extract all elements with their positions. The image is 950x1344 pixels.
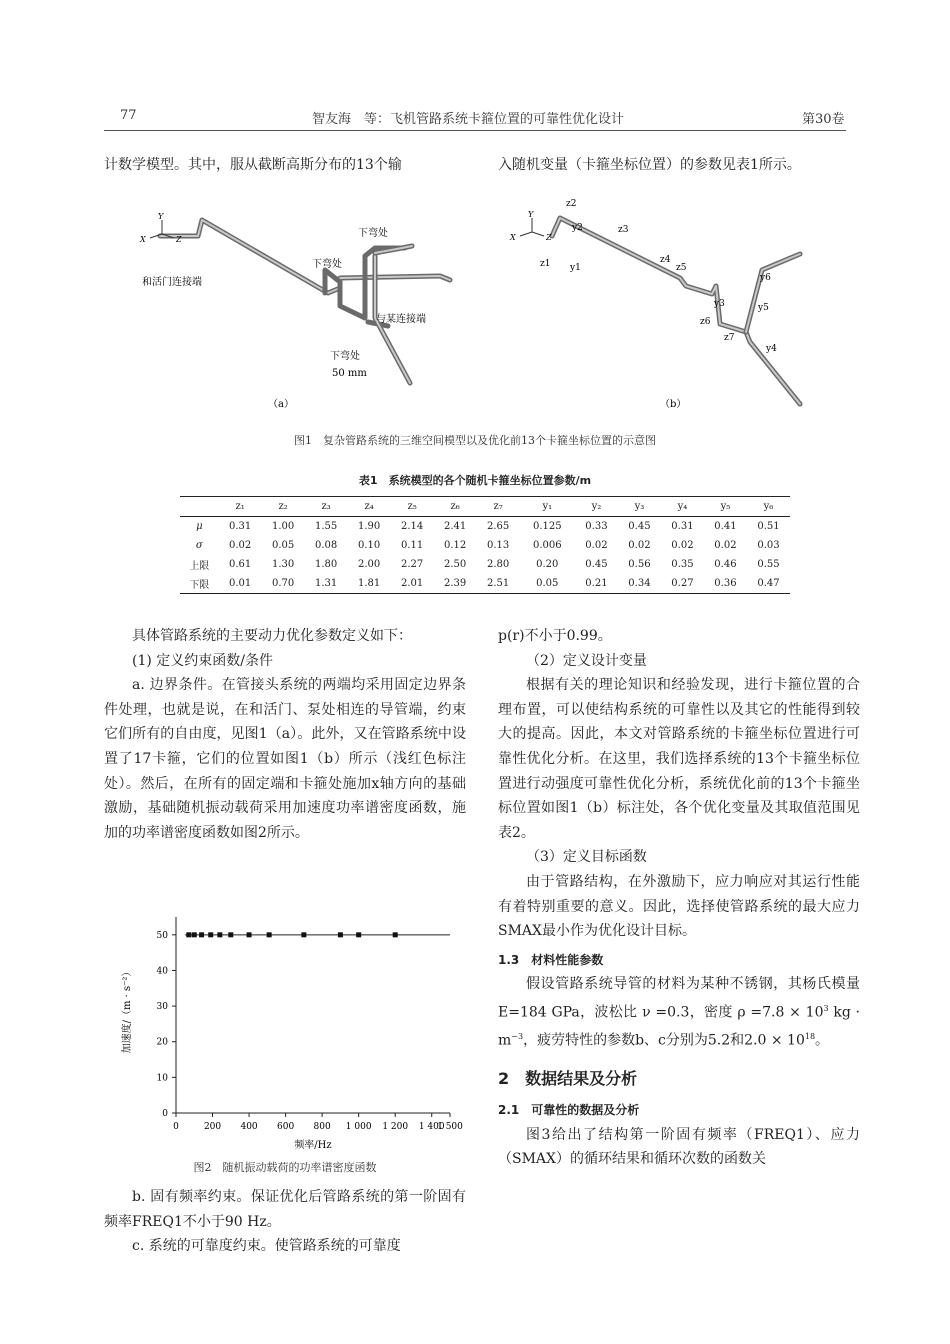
table-cell: 0.55 xyxy=(757,559,780,570)
table-cell: 0.35 xyxy=(671,559,694,570)
paragraph: 具体管路系统的主要动力优化参数定义如下： xyxy=(132,628,412,644)
data-point xyxy=(267,932,272,937)
paragraph: p(r)不小于0.99。 xyxy=(498,628,612,644)
table-cell: 0.70 xyxy=(271,578,295,589)
table-cell: 1.80 xyxy=(314,559,338,570)
table-cell: 0.05 xyxy=(271,540,295,551)
superscript: −3 xyxy=(511,1032,524,1042)
figure1a-label: （a） xyxy=(268,399,294,410)
table-cell: 0.02 xyxy=(228,540,252,551)
axis-y-a: Y xyxy=(158,212,164,221)
table-cell: 2.01 xyxy=(400,578,424,589)
table-header: z₅ xyxy=(407,501,417,512)
table-cell: 2.80 xyxy=(486,559,510,570)
data-point xyxy=(228,932,233,937)
data-point xyxy=(301,932,306,937)
clamp-z1: z1 xyxy=(540,259,551,269)
table-cell: 2.41 xyxy=(443,521,467,532)
table-cell: 0.51 xyxy=(757,521,780,532)
clamp-y5: y5 xyxy=(758,303,769,313)
x-tick-label: 800 xyxy=(313,1122,331,1132)
y-tick-label: 0 xyxy=(162,1109,168,1119)
paragraph: （3）定义目标函数 xyxy=(526,849,647,866)
table-cell: 0.125 xyxy=(532,521,562,532)
x-tick-label: 600 xyxy=(277,1122,295,1132)
left-column-bottom xyxy=(104,1185,466,1259)
table-cell: 0.27 xyxy=(671,578,694,589)
x-tick-label: 1 000 xyxy=(345,1122,372,1132)
superscript: 18 xyxy=(804,1032,816,1042)
table-cell: 0.08 xyxy=(314,540,338,551)
y-tick-label: 40 xyxy=(156,966,168,977)
superscript: 3 xyxy=(823,1003,829,1013)
table-cell: 0.03 xyxy=(757,540,780,551)
chart-xlabel: 频率/Hz xyxy=(294,1140,332,1151)
paragraph: 图3给出了结构第一阶固有频率（FREQ1）、应力（SMAX）的循环结果和循环次数的函数关 xyxy=(498,1126,860,1168)
chart-ylabel: 加速度/（m · s⁻²） xyxy=(122,966,133,1054)
table-header: y₆ xyxy=(763,501,774,512)
table-header xyxy=(180,497,219,517)
clamp-z6: z6 xyxy=(700,317,711,327)
axis-x-a: X xyxy=(140,235,146,244)
table-row xyxy=(180,555,790,574)
figure2-caption: 图2 随机振动载荷的功率谱密度函数 xyxy=(193,1161,377,1174)
table-header: y₃ xyxy=(634,501,645,512)
table-cell: 1.31 xyxy=(314,578,338,589)
clamp-z5: z5 xyxy=(676,263,687,273)
running-title: 智友海 等：飞机管路系统卡箍位置的可靠性优化设计 xyxy=(312,112,625,127)
table-cell: 0.02 xyxy=(628,540,651,551)
axis-z-a: Z xyxy=(176,235,182,244)
clamp-y2: y2 xyxy=(572,223,583,233)
data-point xyxy=(356,932,361,937)
table-cell: 0.47 xyxy=(757,578,780,589)
y-tick-label: 50 xyxy=(156,930,168,941)
chart-marks xyxy=(185,932,450,937)
y-tick-label: 20 xyxy=(156,1037,168,1048)
axis-z-b: Z xyxy=(546,233,552,242)
data-point xyxy=(217,932,222,937)
text-span: 假设管路系统导管的材料为某种不锈钢，其杨氏模量E=184 GPa，波松比 ν =0.3，密度 ρ =7.8 × 10 xyxy=(498,976,860,1021)
table-row xyxy=(180,574,790,594)
x-tick-label: 200 xyxy=(203,1122,222,1132)
paragraph: b. 固有频率约束。保证优化后管路系统的第一阶固有频率FREQ1不小于90 Hz。 xyxy=(104,1189,466,1230)
table-header: y₁ xyxy=(542,501,553,512)
axis-x-b: X xyxy=(510,233,516,242)
row-label: 上限 xyxy=(189,561,210,572)
section-2-heading: 2 数据结果及分析 xyxy=(498,1069,638,1089)
table-cell: 0.13 xyxy=(486,540,510,551)
pipe-model-a xyxy=(160,220,450,383)
table-header: y₄ xyxy=(677,501,688,512)
table-cell: 0.006 xyxy=(532,540,562,551)
table-cell: 0.12 xyxy=(443,540,467,551)
table-cell: 0.11 xyxy=(400,540,424,551)
figure1b xyxy=(500,196,820,413)
top-line-left: 计数学模型。其中，服从截断高斯分布的13个输 xyxy=(104,157,402,173)
table-cell: 2.51 xyxy=(486,578,510,589)
table-cell: 2.00 xyxy=(357,559,381,570)
paragraph-material xyxy=(498,972,860,1053)
left-column-top xyxy=(104,624,466,845)
paragraph: 根据有关的理论知识和经验发现，进行卡箍位置的合理布置，可以使结构系统的可靠性以及其它的性能得到较大的提高。因此，本文对管路系统的卡箍坐标位置进行可靠性优化分析。在这里，我们选择系统的13个卡箍坐标位置进行动强度可靠性优化分析，系统优化前的13个卡箍坐标位置如图1（b）标注处，各个优化变量及其取值范围见表2。 xyxy=(498,677,860,841)
table-cell: 0.02 xyxy=(585,540,608,551)
right-column xyxy=(498,624,860,1172)
annotation-bend-3: 下弯处 xyxy=(330,351,360,362)
paragraph: (1) 定义约束函数/条件 xyxy=(132,652,273,669)
table-cell: 0.46 xyxy=(714,559,737,570)
table-cell: 2.65 xyxy=(486,521,510,532)
data-point xyxy=(186,932,191,937)
axis-triad-b xyxy=(520,218,544,236)
annotation-bend-1: 下弯处 xyxy=(358,228,388,239)
table-cell: 0.45 xyxy=(628,521,651,532)
row-label: σ xyxy=(195,540,203,551)
x-tick-label: 400 xyxy=(240,1122,258,1132)
table-cell: 0.34 xyxy=(628,578,651,589)
table-cell: 0.31 xyxy=(671,521,694,532)
table-cell: 0.10 xyxy=(357,540,381,551)
header-rule xyxy=(104,130,846,131)
clamp-z3: z3 xyxy=(618,225,629,235)
volume-label: 第30卷 xyxy=(802,112,845,127)
data-point xyxy=(208,932,213,937)
table-header: z₂ xyxy=(278,501,288,512)
annotation-connect-end: 与某连接端 xyxy=(376,314,426,325)
table-cell: 1.90 xyxy=(357,521,381,532)
table-cell: 0.31 xyxy=(228,521,252,532)
clamp-y6: y6 xyxy=(760,273,771,283)
row-label: 下限 xyxy=(189,580,210,591)
page-number: 77 xyxy=(120,108,137,123)
table1-header-row xyxy=(180,497,790,517)
row-label: μ xyxy=(196,521,203,532)
table-cell: 0.56 xyxy=(628,559,651,570)
table-cell: 0.20 xyxy=(536,559,559,570)
table-cell: 0.05 xyxy=(536,578,559,589)
table-cell: 0.01 xyxy=(228,578,252,589)
x-tick-label: 1 400 xyxy=(418,1122,445,1132)
figure1b-label: （b） xyxy=(660,399,687,410)
y-tick-label: 30 xyxy=(156,1002,168,1013)
table-cell: 0.02 xyxy=(671,540,694,551)
clamp-z4: z4 xyxy=(660,255,671,265)
paragraph: c. 系统的可靠度约束。使管路系统的可靠度 xyxy=(132,1238,401,1255)
table-cell: 0.36 xyxy=(714,578,737,589)
table-cell: 2.14 xyxy=(400,521,424,532)
data-point xyxy=(247,932,252,937)
annotation-bend-2: 下弯处 xyxy=(312,259,342,270)
y-tick-label: 10 xyxy=(156,1073,168,1084)
table-cell: 0.21 xyxy=(585,578,608,589)
table-header: z₁ xyxy=(235,501,245,512)
chart-axes xyxy=(157,917,464,1132)
data-point xyxy=(393,932,398,937)
x-tick-label: 1 500 xyxy=(437,1122,463,1132)
table-cell: 0.45 xyxy=(585,559,608,570)
table-cell: 1.81 xyxy=(357,578,381,589)
table-cell: 0.02 xyxy=(714,540,737,551)
table-cell: 1.30 xyxy=(271,559,295,570)
paragraph: a. 边界条件。在管接头系统的两端均采用固定边界条件处理，也就是说，在和活门、泵处相连的导管端，约束它们所有的自由度，见图1（a）。此外，又在管路系统中设置了17卡箍，它们的位置如图1（b）所示（浅红色标注处）。然后，在所有的固定端和卡箍处施加x轴方向的基础激励，基础随机振动载荷采用加速度功率谱密度函数，施加的功率谱密度函数如图2所示。 xyxy=(104,677,466,841)
table1-title: 表1 系统模型的各个随机卡箍坐标位置参数/m xyxy=(358,474,592,487)
table-header: z₄ xyxy=(364,501,374,512)
annotation-valve-end: 和活门连接端 xyxy=(142,277,202,288)
table1 xyxy=(180,496,790,594)
figure1a xyxy=(130,198,460,413)
table-cell: 0.33 xyxy=(585,521,608,532)
section-1-3-heading: 1.3 材料性能参数 xyxy=(498,952,604,967)
table-cell: 2.39 xyxy=(443,578,467,589)
axis-y-b: Y xyxy=(528,210,534,219)
data-point xyxy=(199,932,204,937)
section-2-1-heading: 2.1 可靠性的数据及分析 xyxy=(498,1103,640,1117)
data-point xyxy=(192,932,197,937)
table-cell: 0.41 xyxy=(714,521,737,532)
text-span: 。 xyxy=(815,1032,830,1049)
table-cell: 2.27 xyxy=(400,559,424,570)
text-span: kg · m xyxy=(498,1004,861,1049)
paragraph: （2）定义设计变量 xyxy=(526,652,647,669)
table-cell: 0.61 xyxy=(228,559,252,570)
x-tick-label: 1 200 xyxy=(382,1122,409,1132)
top-line-right: 入随机变量（卡箍坐标位置）的参数见表1所示。 xyxy=(498,157,801,173)
table-header: z₆ xyxy=(450,501,460,512)
annotation-scale: 50 mm xyxy=(332,368,367,379)
table-header: y₅ xyxy=(720,501,731,512)
clamp-y3: y3 xyxy=(714,299,725,309)
clamp-z7: z7 xyxy=(724,333,735,343)
table-row xyxy=(180,536,790,555)
table-cell: 1.55 xyxy=(314,521,338,532)
text-span: ，疲劳特性的参数b、c分别为5.2和2.0 × 10 xyxy=(523,1032,805,1049)
clamp-y4: y4 xyxy=(766,344,777,354)
table-header: y₂ xyxy=(591,501,602,512)
table-cell: 1.00 xyxy=(271,521,295,532)
data-point xyxy=(338,932,343,937)
table-header: z₇ xyxy=(493,501,503,512)
clamp-y1: y1 xyxy=(570,263,581,273)
table-cell: 2.50 xyxy=(443,559,467,570)
x-tick-label: 0 xyxy=(173,1122,179,1132)
paragraph: 由于管路结构，在外激励下，应力响应对其运行性能有着特别重要的意义。因此，选择使管路系统的最大应力SMAX最小作为优化设计目标。 xyxy=(498,873,860,940)
figure1-caption: 图1 复杂管路系统的三维空间模型以及优化前13个卡箍坐标位置的示意图 xyxy=(294,434,656,447)
table-header: z₃ xyxy=(321,501,331,512)
figure2-chart xyxy=(110,905,466,1155)
clamp-z2: z2 xyxy=(566,199,577,209)
table-row xyxy=(180,517,790,537)
